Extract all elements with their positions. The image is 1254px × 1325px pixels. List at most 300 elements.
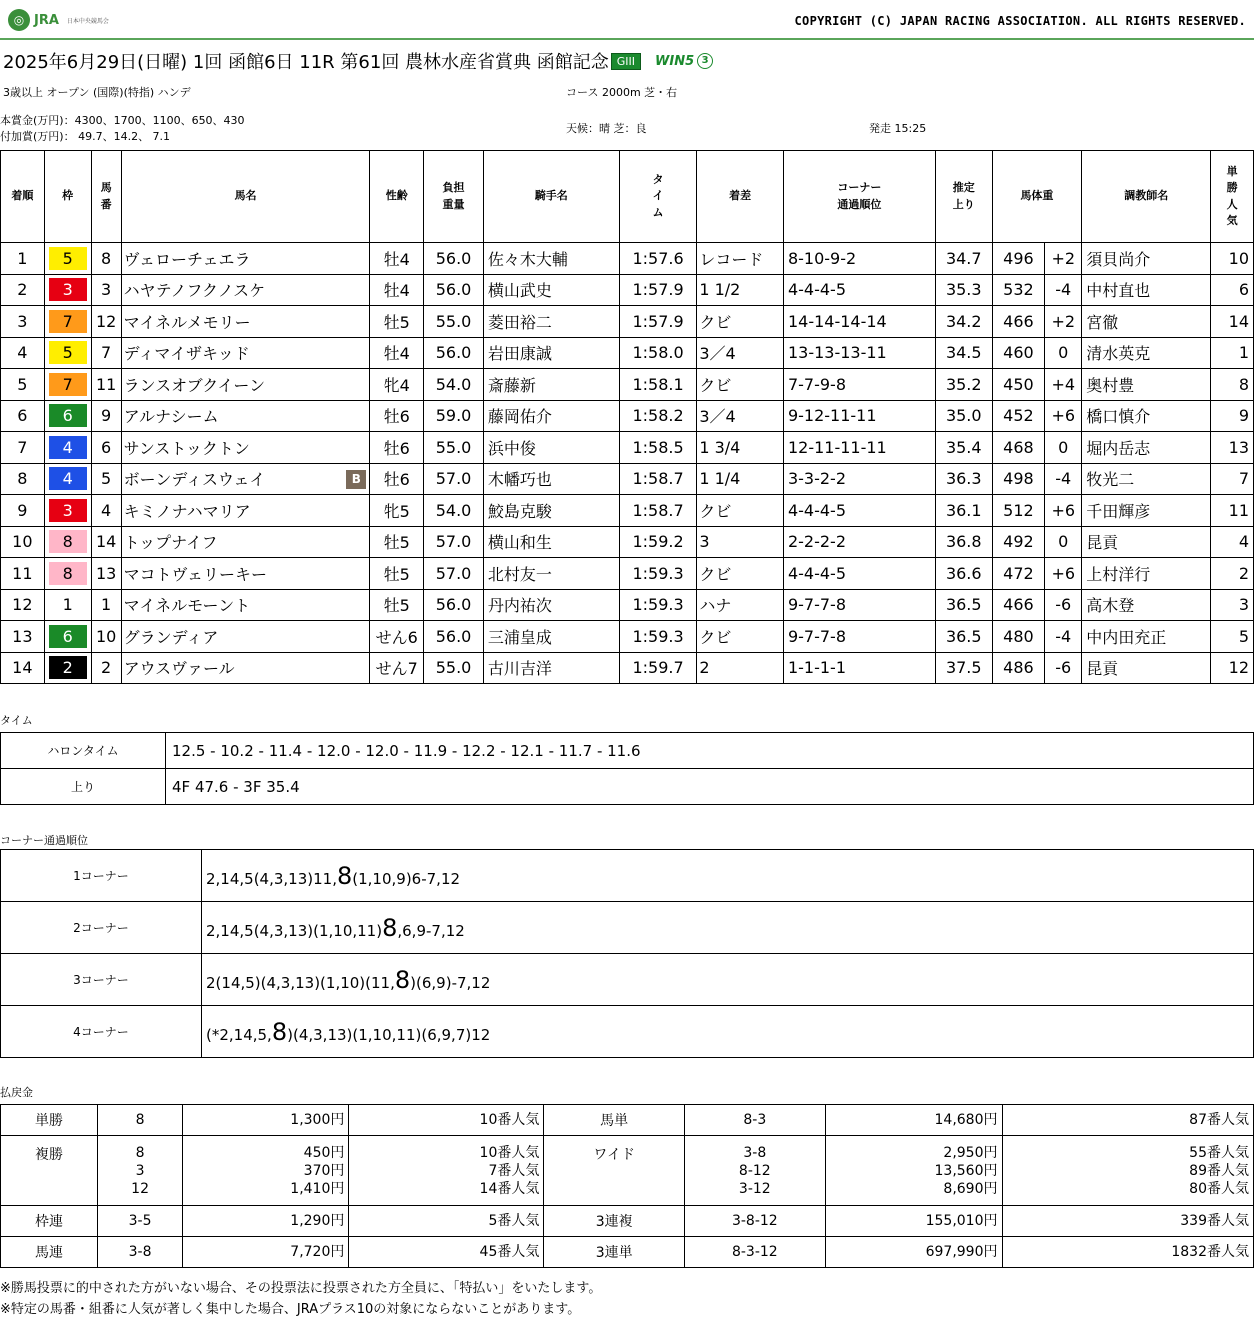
- bet-amount-stack: [830, 1144, 998, 1198]
- bet-amount: [825, 1237, 1002, 1268]
- rank-cell: 10: [1, 526, 45, 558]
- horse-name-cell[interactable]: [121, 621, 370, 653]
- horse-name-cell[interactable]: [121, 589, 370, 621]
- trainer-cell[interactable]: 奥村豊: [1082, 369, 1211, 401]
- jockey-cell[interactable]: 佐々木大輔: [483, 243, 619, 275]
- bet-popularity-stack: [1007, 1144, 1250, 1198]
- corner-cell: 7-7-9-8: [783, 369, 935, 401]
- bet-amount: [825, 1206, 1002, 1237]
- header-trainer: 調教師名: [1082, 151, 1211, 243]
- popularity-cell: 5: [1211, 621, 1254, 653]
- bet-combo-line: 8-3-12: [731, 1244, 778, 1260]
- horse-number-cell: 7: [91, 337, 121, 369]
- waku-badge: 7: [49, 373, 87, 396]
- horse-name-link[interactable]: アウスヴァール: [123, 659, 235, 679]
- time-cell: 1:59.3: [619, 589, 697, 621]
- body-weight-cell: 492: [992, 526, 1045, 558]
- margin-cell: 3／4: [697, 337, 784, 369]
- body-weight-cell: 450: [992, 369, 1045, 401]
- margin-cell: 1 1/2: [697, 274, 784, 306]
- corner-order: [202, 954, 1254, 1006]
- payout-table: [0, 1104, 1254, 1268]
- time-cell: 1:59.2: [619, 526, 697, 558]
- bet-combo-stack: [102, 1144, 178, 1198]
- corner-cell: 2-2-2-2: [783, 526, 935, 558]
- popularity-cell: 3: [1211, 589, 1254, 621]
- body-weight-cell: 480: [992, 621, 1045, 653]
- sexage-cell: 牡5: [370, 589, 424, 621]
- bet-popularity-line: 45番人気: [479, 1244, 540, 1260]
- corner-row: [1, 902, 1254, 954]
- header-weight: 負担 重量: [424, 151, 484, 243]
- weight-cell: 54.0: [424, 495, 484, 527]
- weight-cell: 57.0: [424, 463, 484, 495]
- jockey-cell[interactable]: 横山武史: [483, 274, 619, 306]
- last3f-cell: 36.5: [935, 589, 992, 621]
- horse-name-cell[interactable]: [121, 526, 370, 558]
- jra-logo[interactable]: [8, 9, 109, 31]
- waku-badge: 3: [49, 499, 87, 522]
- body-weight-cell: 466: [992, 306, 1045, 338]
- horse-number-cell: 5: [91, 463, 121, 495]
- bet-amount-line: 1,290円: [290, 1213, 345, 1229]
- jockey-cell[interactable]: 菱田裕二: [483, 306, 619, 338]
- header-last: 推定 上り: [935, 151, 992, 243]
- time-cell: 1:58.7: [619, 463, 697, 495]
- horse-name-cell[interactable]: [121, 337, 370, 369]
- bet-amount-line: 697,990円: [925, 1244, 998, 1260]
- corner-cell: 4-4-4-5: [783, 274, 935, 306]
- waku-cell: [44, 621, 91, 653]
- bet-amount-line: 370円: [303, 1162, 345, 1179]
- corner-label: 1コーナー: [1, 850, 202, 902]
- header-jockey: 騎手名: [483, 151, 619, 243]
- bet-popularity-line: 339番人気: [1180, 1213, 1249, 1229]
- body-diff-cell: 0: [1045, 526, 1082, 558]
- sexage-cell: 牡4: [370, 274, 424, 306]
- bet-combo-stack: [689, 1212, 821, 1230]
- time-table: [0, 732, 1254, 805]
- popularity-cell: 10: [1211, 243, 1254, 275]
- table-row: [1, 589, 1254, 621]
- bet-combo-line: 3-12: [738, 1180, 771, 1197]
- bet-combo-line: 8: [135, 1144, 145, 1161]
- time-cell: 1:58.2: [619, 400, 697, 432]
- horse-name-cell[interactable]: [121, 463, 370, 495]
- table-row: [1, 495, 1254, 527]
- corner-order-winner: 8: [336, 861, 353, 890]
- corner-label: 3コーナー: [1, 954, 202, 1006]
- rank-cell: 8: [1, 463, 45, 495]
- table-row: [1, 306, 1254, 338]
- horse-number-cell: 4: [91, 495, 121, 527]
- bet-amount-line: 2,950円: [943, 1144, 998, 1161]
- trainer-cell[interactable]: 中内田充正: [1082, 621, 1211, 653]
- body-diff-cell: -4: [1045, 463, 1082, 495]
- waku-badge: 7: [49, 310, 87, 333]
- margin-cell: 3／4: [697, 400, 784, 432]
- bet-combo-line: 8-3: [743, 1112, 767, 1128]
- bet-combo-stack: [689, 1144, 821, 1198]
- corner-order-pre: 2,14,5(4,3,13)(1,10,11): [206, 921, 383, 940]
- trainer-cell[interactable]: 千田輝彦: [1082, 495, 1211, 527]
- sexage-cell: 牝4: [370, 369, 424, 401]
- race-conditions: 3歳以上 オープン (国際)(特指) ハンデ: [3, 86, 191, 99]
- trainer-cell[interactable]: 清水英克: [1082, 337, 1211, 369]
- waku-badge: 6: [49, 625, 87, 648]
- jockey-cell[interactable]: 浜中俊: [483, 432, 619, 464]
- sexage-cell: 牡5: [370, 306, 424, 338]
- bet-popularity-line: 5番人気: [488, 1213, 540, 1229]
- horse-name-link[interactable]: トップナイフ: [123, 533, 218, 553]
- table-row: [1, 432, 1254, 464]
- time-cell: 1:58.0: [619, 337, 697, 369]
- time-cell: 1:57.6: [619, 243, 697, 275]
- weight-cell: 56.0: [424, 337, 484, 369]
- weight-cell: 56.0: [424, 589, 484, 621]
- bet-popularity-stack: [1007, 1243, 1250, 1261]
- sexage-cell: 牝5: [370, 495, 424, 527]
- weight-cell: 57.0: [424, 558, 484, 590]
- bet-amount-line: 14,680円: [934, 1112, 998, 1128]
- bet-combo: [97, 1206, 182, 1237]
- bet-popularity-line: 89番人気: [1189, 1162, 1249, 1179]
- trainer-cell[interactable]: 上村洋行: [1082, 558, 1211, 590]
- bet-popularity: [349, 1206, 544, 1237]
- bet-popularity: [1002, 1237, 1254, 1268]
- trainer-cell[interactable]: 堀内岳志: [1082, 432, 1211, 464]
- corner-row: [1, 954, 1254, 1006]
- body-weight-cell: 486: [992, 652, 1045, 684]
- waku-badge: 4: [49, 467, 87, 490]
- bet-combo-line: 8-12: [738, 1162, 771, 1179]
- bet-popularity: [349, 1105, 544, 1136]
- header-pop: 単 勝 人 気: [1211, 151, 1254, 243]
- horse-name-cell[interactable]: [121, 495, 370, 527]
- jockey-cell[interactable]: 鮫島克駿: [483, 495, 619, 527]
- header-corner: コーナー 通過順位: [783, 151, 935, 243]
- bet-combo-line: 3-8: [128, 1244, 152, 1260]
- waku-cell: [44, 589, 91, 621]
- margin-cell: クビ: [697, 621, 784, 653]
- bet-amount: [825, 1105, 1002, 1136]
- last3f-cell: 35.4: [935, 432, 992, 464]
- horse-name-cell[interactable]: [121, 369, 370, 401]
- corner-cell: 8-10-9-2: [783, 243, 935, 275]
- rank-cell: 2: [1, 274, 45, 306]
- rank-cell: 4: [1, 337, 45, 369]
- corner-cell: 4-4-4-5: [783, 495, 935, 527]
- bet-amount-line: 450円: [303, 1144, 345, 1161]
- grade-badge: GIII: [611, 53, 641, 70]
- jockey-cell[interactable]: 斎藤新: [483, 369, 619, 401]
- waku-badge: 2: [49, 656, 87, 679]
- popularity-cell: 9: [1211, 400, 1254, 432]
- corner-cell: 9-7-7-8: [783, 589, 935, 621]
- table-row: [1, 463, 1254, 495]
- corner-row: [1, 850, 1254, 902]
- table-row: [1, 274, 1254, 306]
- bet-amount: [183, 1105, 349, 1136]
- bet-popularity-line: 1832番人気: [1171, 1244, 1249, 1260]
- corner-cell: 14-14-14-14: [783, 306, 935, 338]
- horse-number-cell: 13: [91, 558, 121, 590]
- popularity-cell: 4: [1211, 526, 1254, 558]
- jockey-cell[interactable]: 三浦皇成: [483, 621, 619, 653]
- horse-name-cell[interactable]: [121, 558, 370, 590]
- horse-name-cell[interactable]: [121, 274, 370, 306]
- waku-cell: [44, 274, 91, 306]
- bet-popularity-stack: [353, 1243, 539, 1261]
- corner-order-pre: (*2,14,5,: [206, 1025, 272, 1044]
- horse-name-link[interactable]: マコトヴェリーキー: [123, 564, 268, 584]
- popularity-cell: 13: [1211, 432, 1254, 464]
- jockey-cell[interactable]: 木幡巧也: [483, 463, 619, 495]
- table-row: [1, 621, 1254, 653]
- bet-popularity-stack: [1007, 1212, 1250, 1230]
- corner-order-pre: 2,14,5(4,3,13)11,: [206, 869, 337, 888]
- weight-cell: 55.0: [424, 652, 484, 684]
- horse-name-cell[interactable]: [121, 652, 370, 684]
- sexage-cell: 牡4: [370, 243, 424, 275]
- weight-cell: 54.0: [424, 369, 484, 401]
- body-weight-cell: 466: [992, 589, 1045, 621]
- furlong-row: [1, 733, 1254, 769]
- bet-amount-line: 7,720円: [290, 1244, 345, 1260]
- popularity-cell: 11: [1211, 495, 1254, 527]
- corner-cell: 4-4-4-5: [783, 558, 935, 590]
- corner-order-post: )(4,3,13)(1,10,11)(6,9,7)12: [287, 1025, 491, 1044]
- horse-name-link[interactable]: サンストックトン: [123, 438, 250, 458]
- body-diff-cell: -6: [1045, 652, 1082, 684]
- popularity-cell: 8: [1211, 369, 1254, 401]
- rank-cell: 11: [1, 558, 45, 590]
- corner-order-winner: 8: [271, 1017, 288, 1046]
- bet-popularity-line: 14番人気: [479, 1180, 540, 1197]
- rank-cell: 3: [1, 306, 45, 338]
- body-diff-cell: -6: [1045, 589, 1082, 621]
- horse-number-cell: 12: [91, 306, 121, 338]
- bet-combo: [685, 1237, 826, 1268]
- top-bar: [0, 0, 1254, 40]
- weight-cell: 55.0: [424, 306, 484, 338]
- rank-cell: 14: [1, 652, 45, 684]
- bet-type: 3連複: [544, 1206, 685, 1237]
- body-diff-cell: 0: [1045, 432, 1082, 464]
- last3f-cell: 35.0: [935, 400, 992, 432]
- popularity-cell: 7: [1211, 463, 1254, 495]
- last3f-cell: 36.8: [935, 526, 992, 558]
- note-line: ※勝馬投票に的中された方がいない場合、その投票法に投票された方全員に、「特払い」をいたします。: [0, 1281, 602, 1296]
- corner-cell: 13-13-13-11: [783, 337, 935, 369]
- bet-popularity: [349, 1136, 544, 1206]
- body-diff-cell: +2: [1045, 243, 1082, 275]
- waku-badge: 3: [49, 278, 87, 301]
- bet-popularity: [1002, 1206, 1254, 1237]
- bet-amount-line: 155,010円: [925, 1213, 998, 1229]
- waku-cell: [44, 463, 91, 495]
- time-section-label: タイム: [0, 714, 33, 727]
- horse-name-link[interactable]: グランディア: [123, 627, 219, 647]
- table-row: [1, 243, 1254, 275]
- sexage-cell: せん7: [370, 652, 424, 684]
- horse-name-link[interactable]: アルナシーム: [123, 407, 219, 427]
- rank-cell: 12: [1, 589, 45, 621]
- trainer-cell[interactable]: 牧光二: [1082, 463, 1211, 495]
- bet-combo-line: 3: [135, 1162, 145, 1179]
- trainer-cell[interactable]: 中村直也: [1082, 274, 1211, 306]
- margin-cell: レコード: [697, 243, 784, 275]
- payout-section-label: 払戻金: [0, 1086, 33, 1099]
- corner-order-winner: 8: [382, 913, 398, 942]
- horse-name-link[interactable]: ディマイザキッド: [123, 344, 250, 364]
- bet-type: 枠連: [1, 1206, 98, 1237]
- trainer-cell[interactable]: 橋口慎介: [1082, 400, 1211, 432]
- trainer-cell[interactable]: 宮徹: [1082, 306, 1211, 338]
- popularity-cell: 12: [1211, 652, 1254, 684]
- bet-popularity-line: 7番人気: [488, 1162, 540, 1179]
- furlong-times: 12.5 - 10.2 - 11.4 - 12.0 - 12.0 - 11.9 - 12.2 - 12.1 - 11.7 - 11.6: [166, 733, 1254, 769]
- margin-cell: クビ: [697, 306, 784, 338]
- weight-cell: 56.0: [424, 621, 484, 653]
- horse-name-cell[interactable]: [121, 306, 370, 338]
- header-time: タ イ ム: [619, 151, 697, 243]
- payout-row: [1, 1237, 1254, 1268]
- bet-combo-line: 12: [131, 1180, 149, 1197]
- time-cell: 1:59.3: [619, 558, 697, 590]
- bet-combo-line: 3-8-12: [731, 1213, 778, 1229]
- bet-popularity-stack: [1007, 1111, 1250, 1129]
- body-weight-cell: 496: [992, 243, 1045, 275]
- blinker-icon: B: [346, 470, 366, 489]
- logo-text: JRA: [34, 12, 59, 28]
- jockey-cell[interactable]: 藤岡佑介: [483, 400, 619, 432]
- bet-amount: [183, 1206, 349, 1237]
- waku-cell: [44, 652, 91, 684]
- corner-order-post: (1,10,9)6-7,12: [352, 869, 461, 888]
- horse-name-cell[interactable]: [121, 400, 370, 432]
- table-row: [1, 337, 1254, 369]
- weight-cell: 57.0: [424, 526, 484, 558]
- time-cell: 1:59.7: [619, 652, 697, 684]
- waku-cell: [44, 400, 91, 432]
- rank-cell: 13: [1, 621, 45, 653]
- horse-number-cell: 2: [91, 652, 121, 684]
- table-row: [1, 558, 1254, 590]
- sexage-cell: せん6: [370, 621, 424, 653]
- horse-name-link[interactable]: ハヤテノフクノスケ: [123, 281, 266, 301]
- body-diff-cell: +6: [1045, 558, 1082, 590]
- rank-cell: 7: [1, 432, 45, 464]
- margin-cell: クビ: [697, 369, 784, 401]
- body-weight-cell: 512: [992, 495, 1045, 527]
- jockey-cell[interactable]: 古川吉洋: [483, 652, 619, 684]
- margin-cell: ハナ: [697, 589, 784, 621]
- bet-combo-stack: [102, 1212, 178, 1230]
- last3f-cell: 35.3: [935, 274, 992, 306]
- table-row: [1, 400, 1254, 432]
- bet-combo-stack: [689, 1111, 821, 1129]
- corner-order: [202, 850, 1254, 902]
- corner-cell: 9-7-7-8: [783, 621, 935, 653]
- trainer-cell[interactable]: 須貝尚介: [1082, 243, 1211, 275]
- popularity-cell: 1: [1211, 337, 1254, 369]
- bet-popularity-stack: [353, 1144, 539, 1198]
- horse-name-link[interactable]: ランスオブクイーン: [123, 375, 266, 395]
- trainer-cell[interactable]: 昆貢: [1082, 652, 1211, 684]
- body-diff-cell: +6: [1045, 400, 1082, 432]
- rank-cell: 6: [1, 400, 45, 432]
- race-course: コース 2000m 芝・右: [566, 86, 678, 99]
- bet-combo: [685, 1136, 826, 1206]
- jockey-cell[interactable]: 丹内祐次: [483, 589, 619, 621]
- bet-combo: [97, 1136, 182, 1206]
- bet-popularity-stack: [353, 1212, 539, 1230]
- corner-cell: 3-3-2-2: [783, 463, 935, 495]
- horse-name-link[interactable]: ヴェローチェエラ: [123, 249, 251, 269]
- bet-combo-stack: [102, 1243, 178, 1261]
- bet-amount-line: 1,410円: [290, 1180, 345, 1197]
- corner-order: [202, 902, 1254, 954]
- bet-combo-line: 8: [135, 1112, 145, 1128]
- bet-combo-stack: [102, 1111, 178, 1129]
- corner-order: [202, 1006, 1254, 1058]
- horse-name-cell[interactable]: [121, 243, 370, 275]
- horse-name-cell[interactable]: [121, 432, 370, 464]
- horse-name-link[interactable]: キミノナハマリア: [123, 501, 251, 521]
- body-diff-cell: +6: [1045, 495, 1082, 527]
- margin-cell: クビ: [697, 558, 784, 590]
- corner-order-winner: 8: [394, 965, 411, 994]
- header-margin: 着差: [697, 151, 784, 243]
- body-weight-cell: 468: [992, 432, 1045, 464]
- corner-table: [0, 849, 1254, 1058]
- horse-name-link[interactable]: ボーンディスウェイ: [123, 470, 266, 490]
- bet-amount-stack: [187, 1144, 344, 1198]
- bet-amount-line: 1,300円: [290, 1112, 345, 1128]
- body-weight-cell: 460: [992, 337, 1045, 369]
- corner-cell: 9-12-11-11: [783, 400, 935, 432]
- bet-type: 3連単: [544, 1237, 685, 1268]
- last-label: 上り: [1, 769, 166, 805]
- popularity-cell: 2: [1211, 558, 1254, 590]
- waku-cell: [44, 369, 91, 401]
- weight-cell: 56.0: [424, 274, 484, 306]
- header-rank: 着順: [1, 151, 45, 243]
- horse-name-link[interactable]: マイネルメモリー: [123, 312, 251, 332]
- horse-name-link[interactable]: マイネルモーント: [123, 596, 251, 616]
- bet-popularity-stack: [353, 1111, 539, 1129]
- header-waku: 枠: [44, 151, 91, 243]
- jockey-cell[interactable]: 岩田康誠: [483, 337, 619, 369]
- furlong-label: ハロンタイム: [1, 733, 166, 769]
- bet-combo: [685, 1105, 826, 1136]
- last3f-cell: 36.1: [935, 495, 992, 527]
- race-title-line: [3, 48, 713, 74]
- margin-cell: 1 1/4: [697, 463, 784, 495]
- bet-type: 単勝: [1, 1105, 98, 1136]
- popularity-cell: 6: [1211, 274, 1254, 306]
- trainer-cell[interactable]: 高木登: [1082, 589, 1211, 621]
- header-body: 馬体重: [992, 151, 1082, 243]
- body-diff-cell: +2: [1045, 306, 1082, 338]
- jockey-cell[interactable]: 横山和生: [483, 526, 619, 558]
- body-diff-cell: -4: [1045, 274, 1082, 306]
- trainer-cell[interactable]: 昆貢: [1082, 526, 1211, 558]
- body-diff-cell: +4: [1045, 369, 1082, 401]
- jockey-cell[interactable]: 北村友一: [483, 558, 619, 590]
- table-row: [1, 652, 1254, 684]
